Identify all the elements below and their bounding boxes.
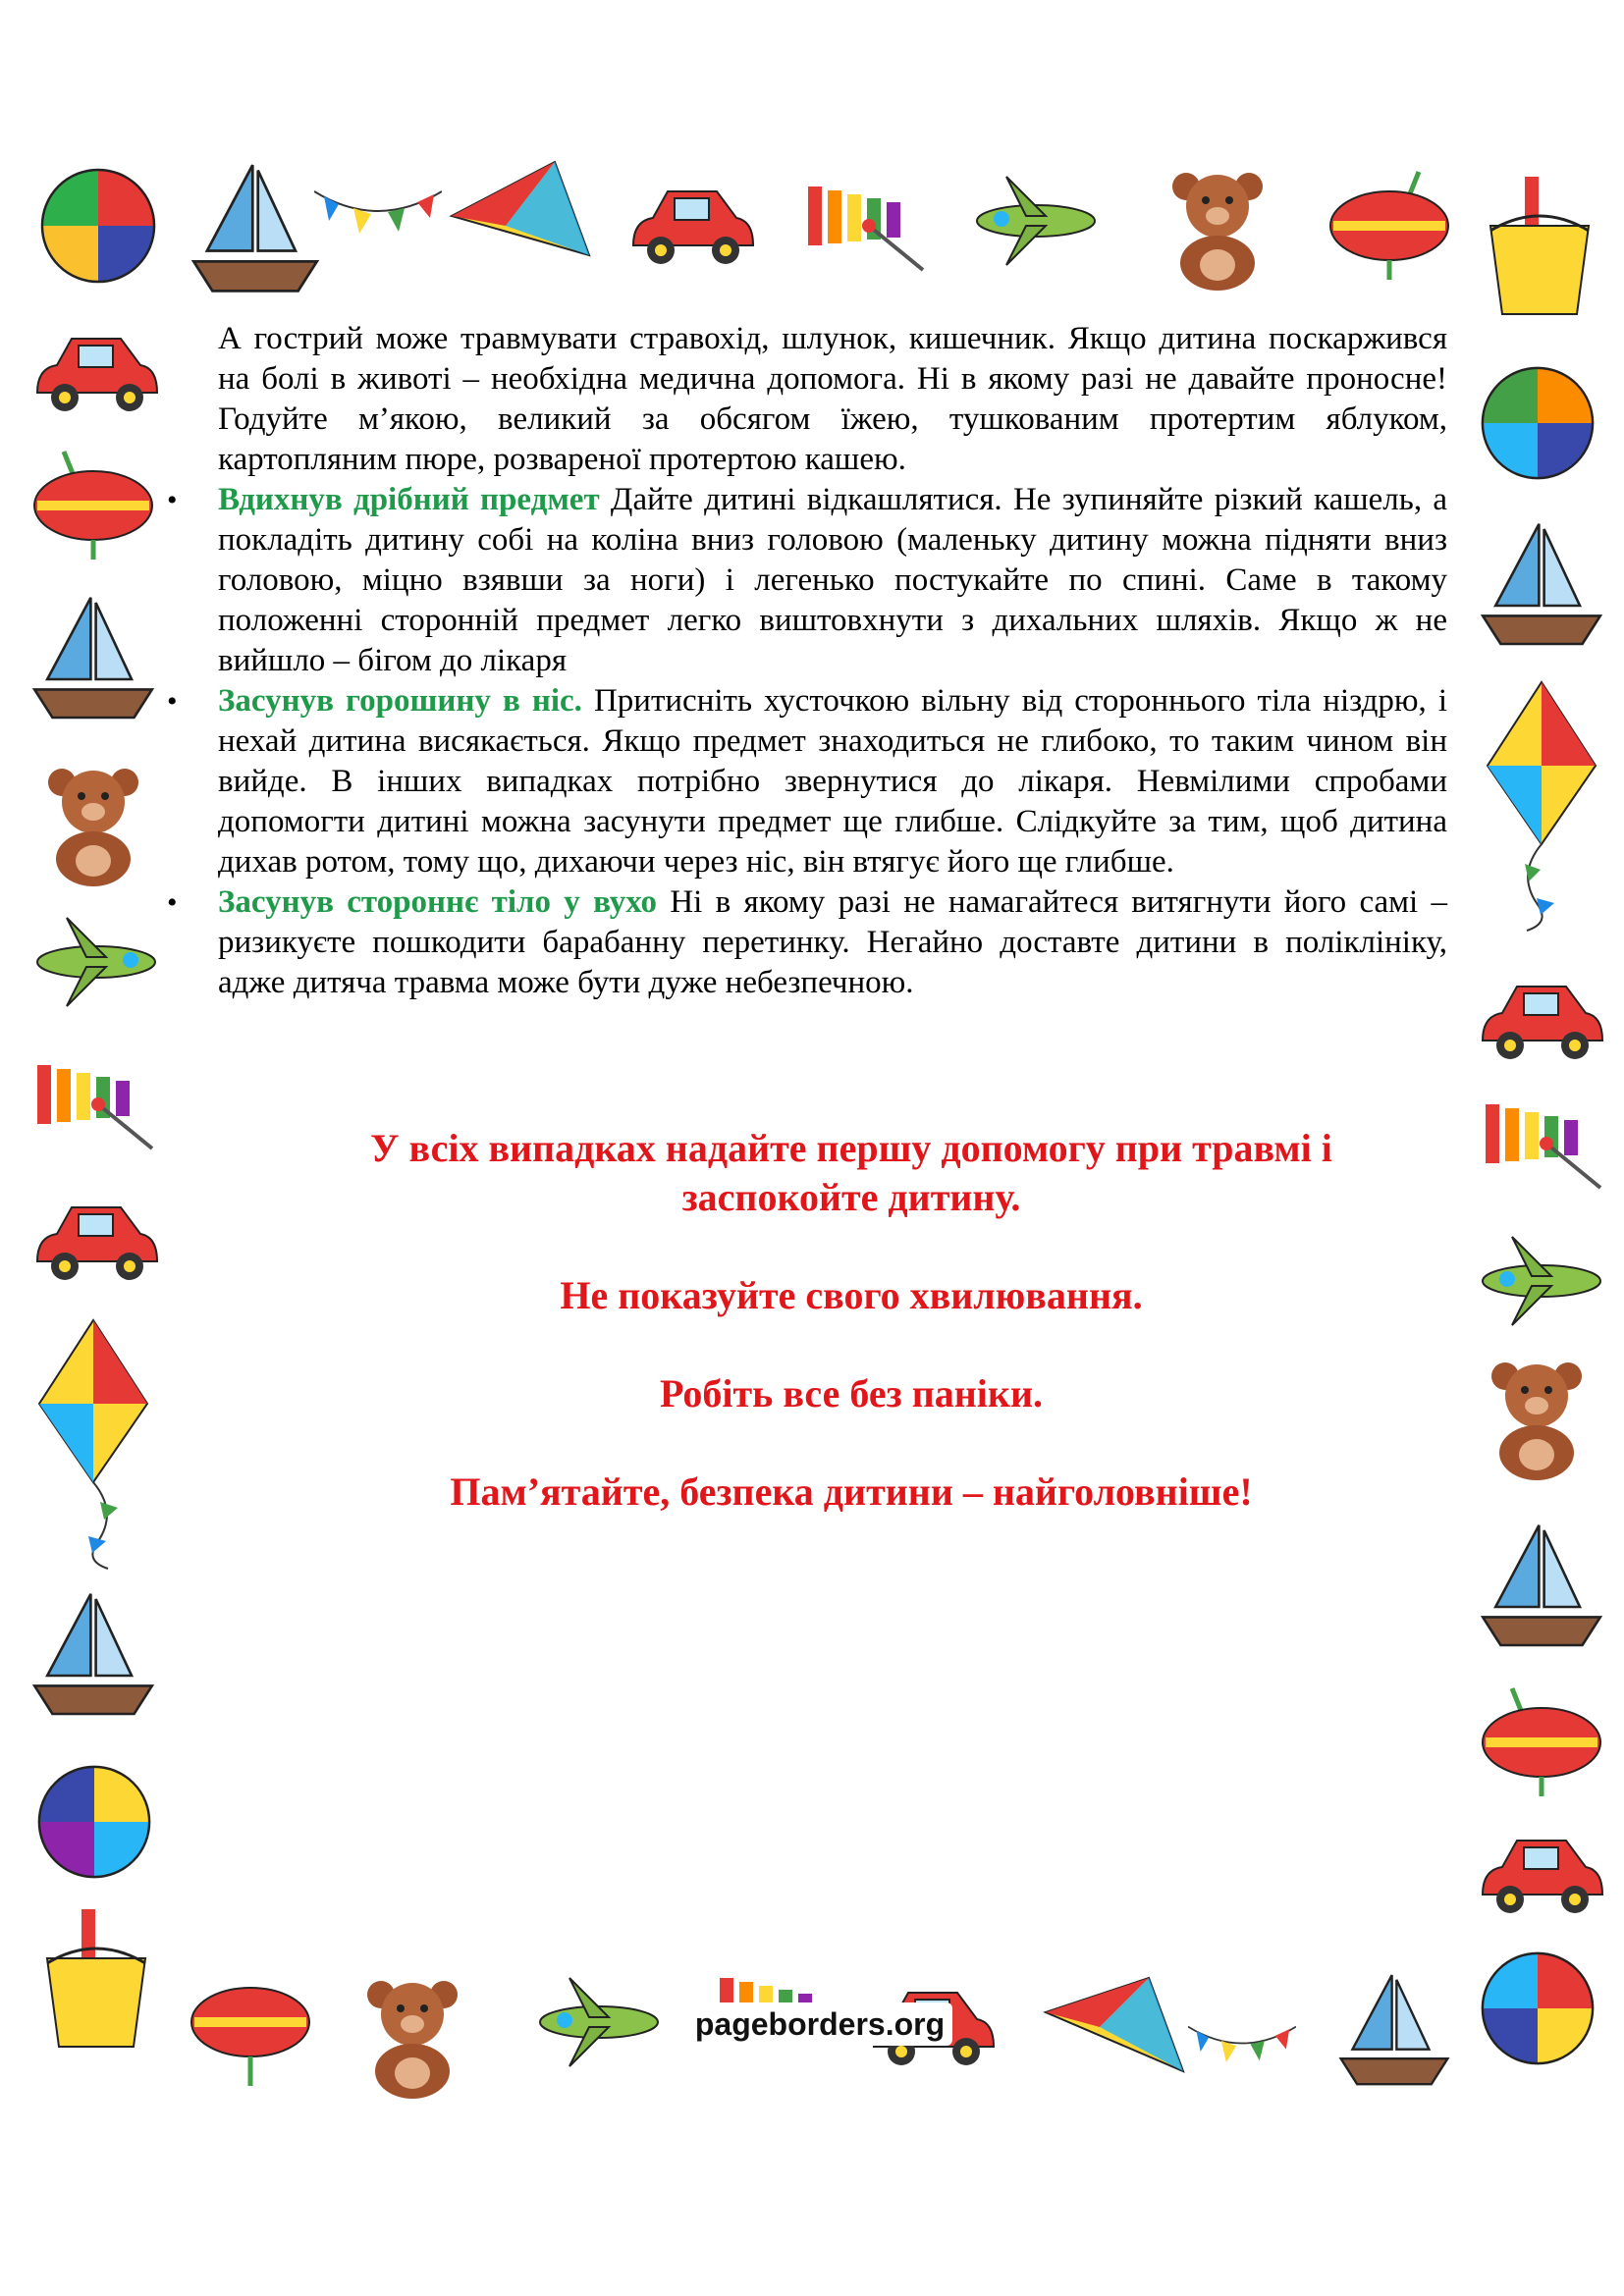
kite-icon	[447, 157, 594, 275]
bunting-icon	[314, 187, 442, 255]
bullet: •	[167, 685, 178, 718]
bunting-icon	[1188, 2022, 1296, 2081]
item-text: Притисніть хусточкою вільну від стороннього тіла ніздрю, і нехай дитина висякається. Якщо предмет знаходиться не глибоко, то таким чином він вийде. В інших випадках потрібно звернутися до лікаря. Невмілими спробами допомогти дитині можна засунути предмет ще глибше. Слідкуйте за тим, щоб дитина дихав ротом, тому що, дихаючи через ніс, він втягує його ще глибше.	[218, 683, 1447, 880]
xylophone-icon	[800, 177, 928, 275]
watermark: pageborders.org	[687, 2002, 952, 2046]
kite-icon	[1041, 1973, 1188, 2081]
bullet: •	[167, 484, 178, 516]
xylophone-icon	[29, 1055, 157, 1153]
kite-icon	[29, 1315, 157, 1571]
ball-icon	[34, 1762, 154, 1882]
sand-bucket-icon	[1481, 172, 1598, 319]
airplane-icon	[27, 913, 165, 1011]
note-line: Пам’ятайте, безпека дитини – найголовніше!	[450, 1469, 1253, 1514]
toy-car-icon	[623, 177, 761, 275]
teddy-bear-icon	[34, 761, 152, 888]
sailboat-icon	[1478, 515, 1605, 658]
spinning-top-icon	[29, 447, 157, 564]
bullet: •	[167, 886, 178, 919]
sailboat-icon	[1335, 1968, 1453, 2096]
list-item	[167, 681, 1447, 882]
advice-list	[167, 480, 1447, 1003]
toy-car-icon	[27, 1193, 165, 1291]
note-line: Не показуйте свого хвилювання.	[560, 1273, 1143, 1317]
airplane-icon	[1473, 1232, 1610, 1330]
body-text	[167, 319, 1447, 1003]
spinning-top-icon	[1326, 167, 1453, 285]
note-line: Робіть все без паніки.	[659, 1371, 1044, 1415]
list-item	[167, 882, 1447, 1003]
teddy-bear-icon	[1478, 1355, 1596, 1482]
ball-icon	[1478, 363, 1597, 483]
list-item	[167, 480, 1447, 681]
airplane-icon	[967, 172, 1105, 270]
kite-icon	[1478, 677, 1605, 933]
ball-icon	[37, 165, 159, 287]
spinning-top-icon	[187, 1973, 314, 2091]
teddy-bear-icon	[1159, 165, 1276, 293]
sailboat-icon	[187, 157, 324, 304]
sailboat-icon	[29, 589, 157, 731]
teddy-bear-icon	[353, 1973, 471, 2101]
important-notes	[218, 1124, 1485, 1566]
airplane-icon	[530, 1973, 668, 2071]
intro-paragraph: А гострий може травмувати стравохід, шлунок, кишечник. Якщо дитина поскаржився на болі в животі – необхідна медична допомога. Ні в якому разі не давайте проносне! Годуйте м’якою, великий за обсягом їжею, тушкованим протертим яблуком, картопляним пюре, розвареної протертою кашею.	[218, 321, 1447, 477]
sailboat-icon	[1478, 1517, 1605, 1659]
item-term: Засунув стороннє тіло у вухо	[218, 884, 658, 920]
item-term: Засунув горошину в ніс.	[218, 683, 582, 719]
note-line: У всіх випадках надайте першу допомогу при травмі і заспокойте дитину.	[370, 1126, 1332, 1219]
sand-bucket-icon	[37, 1904, 155, 2052]
item-text: Дайте дитині відкашлятися. Не зупиняйте різкий кашель, а покладіть дитину собі на коліна вниз головою (маленьку дитину можна підняти вниз головою, міцно взявши за ноги) і легенько постукайте по спині. Саме в такому положенні сторонній предмет легко виштовхнути з дихальних шляхів. Якщо ж не вийшло – бігом до лікаря	[218, 482, 1447, 678]
toy-car-icon	[27, 324, 165, 422]
item-term: Вдихнув дрібний предмет	[218, 482, 600, 517]
toy-car-icon	[1473, 1826, 1610, 1924]
xylophone-icon	[1478, 1095, 1605, 1193]
toy-car-icon	[1473, 972, 1610, 1070]
ball-icon	[1478, 1949, 1597, 2068]
item-text: Ні в якому разі не намагайтеся витягнути його самі – ризикуєте пошкодити барабанну перетинку. Негайно доставте дитини в поліклініку, адже дитяча травма може бути дуже небезпечною.	[218, 884, 1447, 1000]
spinning-top-icon	[1478, 1683, 1605, 1801]
sailboat-icon	[29, 1585, 157, 1728]
